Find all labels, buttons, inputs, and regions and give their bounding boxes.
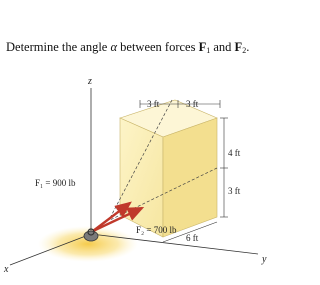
question-text: between forces — [117, 40, 199, 54]
alpha-symbol: α — [110, 40, 118, 54]
box-side-face — [163, 118, 217, 237]
f1-symbol: F — [198, 40, 207, 54]
f2-symbol: F — [234, 40, 243, 54]
x-axis-label: x — [4, 264, 9, 275]
force-f2-label: F₂ = 700 lb — [136, 225, 177, 235]
question-text: . — [246, 40, 250, 54]
dimension-top-left: 3 ft — [147, 99, 160, 109]
question-text: Determine the angle — [6, 40, 111, 54]
dimension-bottom: 6 ft — [186, 233, 199, 243]
y-axis-label: y — [262, 254, 267, 265]
dimension-right-lower: 3 ft — [228, 186, 241, 196]
z-axis-label: z — [88, 76, 92, 87]
force-f1-label: F₁ = 900 lb — [35, 178, 76, 188]
dimension-top-right: 3 ft — [186, 99, 199, 109]
dimension-right-upper: 4 ft — [228, 148, 241, 158]
anchor-base — [84, 231, 98, 241]
f1-subscript: 1 — [206, 46, 211, 55]
f2-subscript: 2 — [242, 46, 247, 55]
question-text: and — [210, 40, 235, 54]
box-front-face — [120, 118, 163, 237]
